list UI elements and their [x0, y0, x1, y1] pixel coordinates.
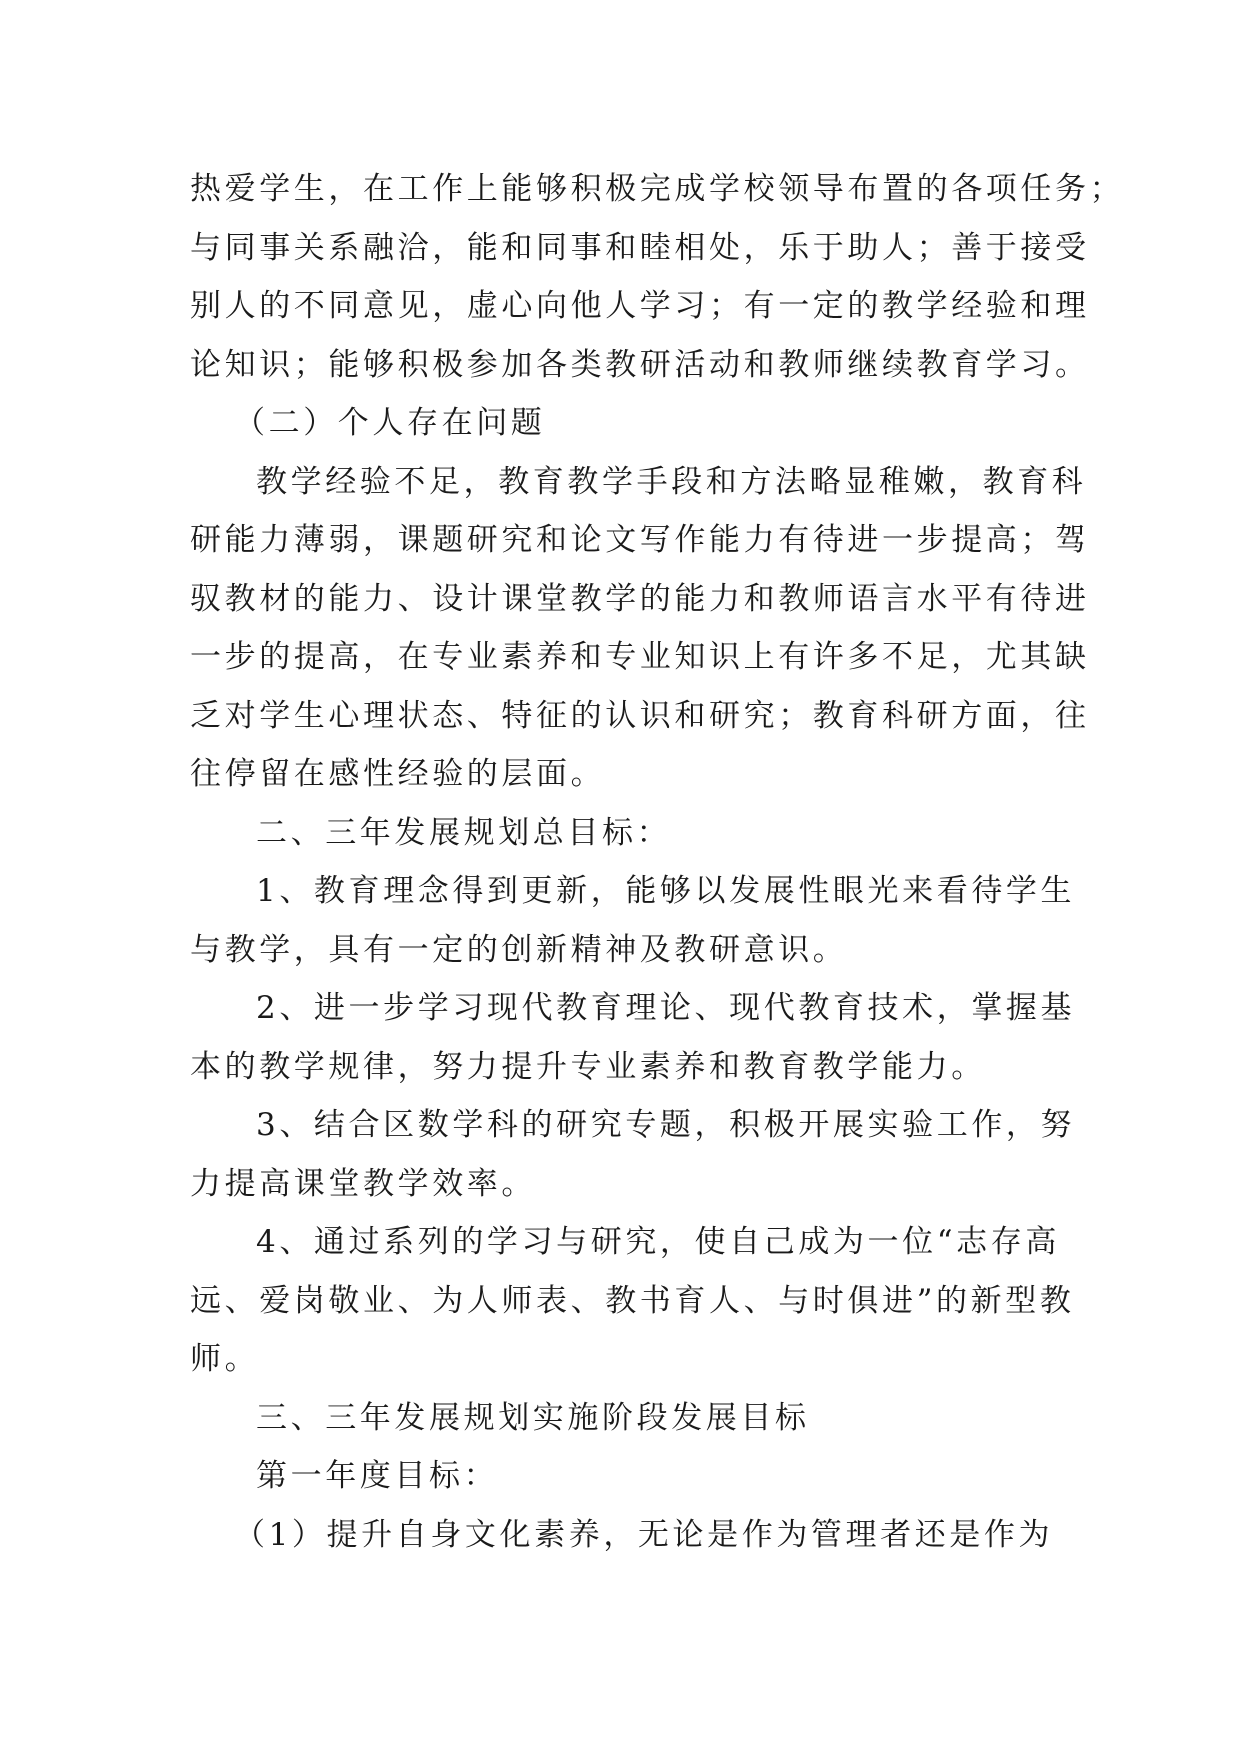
list-item-start-line: 4、通过系列的学习与研究，使自己成为一位“志存高 [256, 1224, 1060, 1260]
text-line: 乏对学生心理状态、特征的认识和研究；教育科研方面，往 [190, 697, 1090, 734]
text-line: 远、爱岗敬业、为人师表、教书育人、与时俱进”的新型教 [190, 1282, 1075, 1319]
section-heading: （二）个人存在问题 [234, 405, 546, 441]
text-line: 本的教学规律，努力提升专业素养和教育教学能力。 [190, 1048, 986, 1085]
text-line: 别人的不同意见，虚心向他人学习；有一定的教学经验和理 [190, 288, 1090, 324]
text-line: 与同事关系融洽，能和同事和睦相处，乐于助人；善于接受 [190, 229, 1090, 266]
text-line: 热爱学生，在工作上能够积极完成学校领导布置的各项任务； [190, 171, 1125, 207]
text-line: 研能力薄弱，课题研究和论文写作能力有待进一步提高；驾 [190, 522, 1090, 558]
list-item-start-line: 2、进一步学习现代教育理论、现代教育技术，掌握基 [256, 990, 1076, 1026]
list-item-start-line: 1、教育理念得到更新，能够以发展性眼光来看待学生 [256, 873, 1076, 909]
text-line: 力提高课堂教学效率。 [190, 1165, 536, 1202]
document-body [190, 160, 1125, 1564]
text-line: 一步的提高，在专业素养和专业知识上有许多不足，尤其缺 [190, 639, 1090, 675]
text-line: 驭教材的能力、设计课堂教学的能力和教师语言水平有待进 [190, 580, 1090, 617]
list-item-start-line: 3、结合区数学科的研究专题，积极开展实验工作，努 [256, 1107, 1076, 1143]
subsection-heading: 第一年度目标： [256, 1458, 499, 1494]
list-item-start-line: （1）提升自身文化素养，无论是作为管理者还是作为 [234, 1516, 1054, 1553]
text-line: 论知识；能够积极参加各类教研活动和教师继续教育学习。 [190, 346, 1090, 383]
text-line: 师。 [190, 1341, 260, 1377]
paragraph-start-line: 教学经验不足，教育教学手段和方法略显稚嫩，教育科 [256, 463, 1087, 500]
section-heading: 二、三年发展规划总目标： [256, 814, 672, 851]
text-line: 与教学，具有一定的创新精神及教研意识。 [190, 931, 848, 968]
text-line: 往停留在感性经验的层面。 [190, 756, 606, 792]
section-heading: 三、三年发展规划实施阶段发展目标 [256, 1399, 810, 1436]
